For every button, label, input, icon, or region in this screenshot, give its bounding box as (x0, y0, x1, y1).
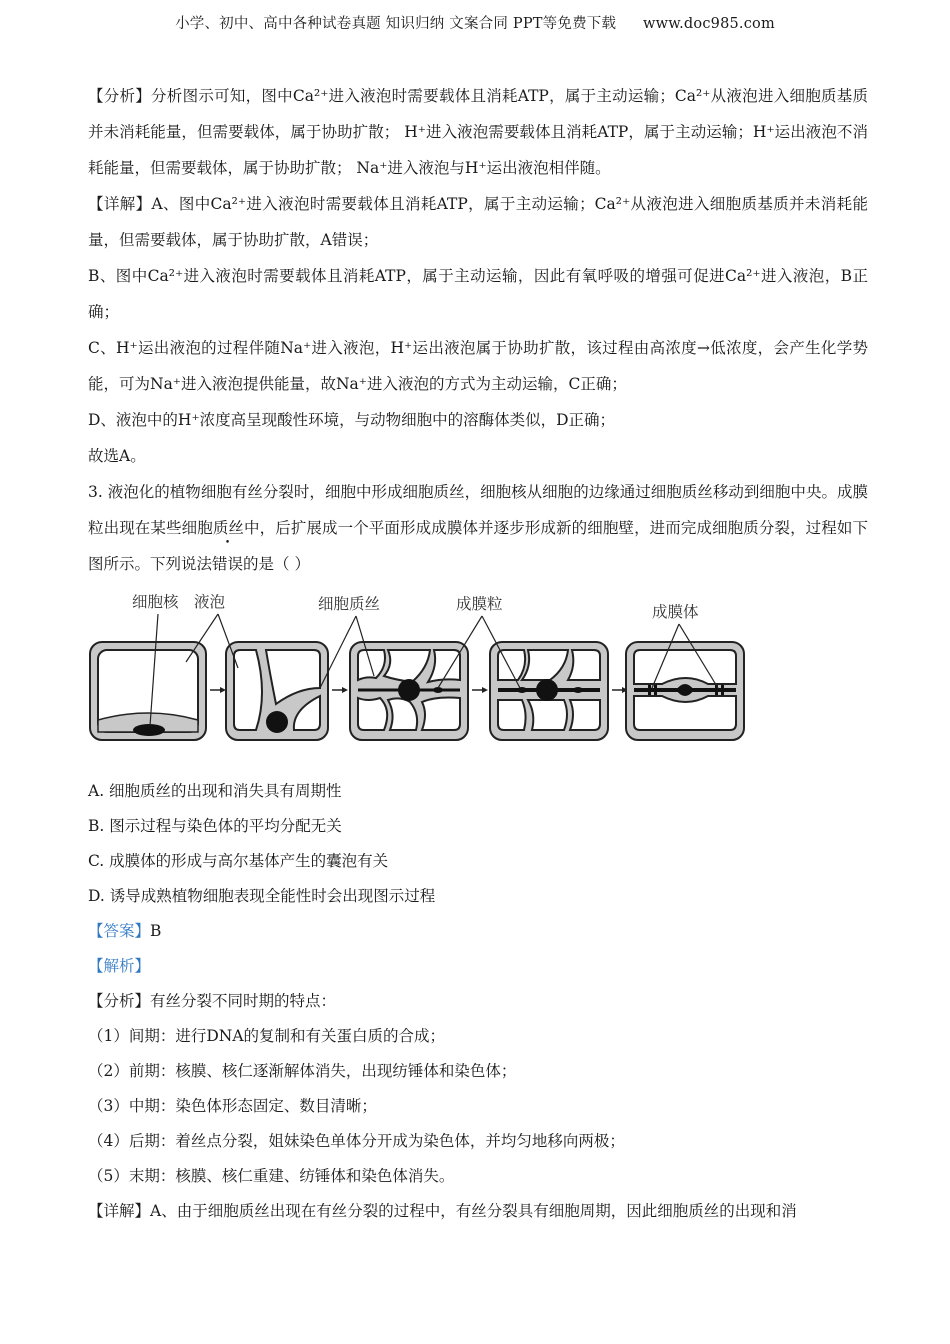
analysis-text: 分析图示可知，图中Ca²⁺进入液泡时需要载体且消耗ATP，属于主动运输；Ca²⁺从液泡进入细胞质基质并未消耗能量，但需要载体，属于协助扩散； H⁺进入液泡需要载体且消耗ATP，属于主动运输；H⁺运出液泡不消耗能量，但需要载体，属于协助扩散； Na⁺进入液泡与H⁺运出液泡相伴随。 (88, 87, 868, 177)
analysis-tag: 【分析】 (88, 87, 152, 105)
label-cytoplasmic-strands: 细胞质丝 (318, 595, 381, 613)
question-3-stem-after: 的是（ ） (243, 555, 310, 573)
phase-item: （2）前期：核膜、核仁逐渐解体消失，出现纺锤体和染色体； (88, 1062, 517, 1080)
answer-line (88, 914, 868, 949)
detail-paragraph-c: C、H⁺运出液泡的过程伴随Na⁺进入液泡，H⁺运出液泡属于协助扩散，该过程由高浓度→低浓度，会产生化学势能，可为Na⁺进入液泡提供能量，故Na⁺进入液泡的方式为主动运输，C正确； (88, 339, 868, 393)
analysis2-tag: 【分析】 (88, 992, 151, 1010)
analysis2-intro (88, 984, 868, 1019)
detail2-tag: 【详解】 (88, 1202, 151, 1220)
cell-stage-5 (626, 642, 744, 740)
question-3-stem-before: 3. 液泡化的植物细胞有丝分裂时，细胞中形成细胞质丝，细胞核从细胞的边缘通过细胞质丝移动到细胞中央。成膜粒出现在某些细胞质丝中，后扩展成一个平面形成成膜体并逐步形成新的细胞壁，进而完成细胞质分裂，过程如下图所示。下列说法 (88, 483, 868, 573)
cell-division-figure (88, 584, 868, 760)
option-a: A. 细胞质丝的出现和消失具有周期性 (88, 782, 342, 800)
document-body (88, 78, 868, 1229)
option-b: B. 图示过程与染色体的平均分配无关 (88, 817, 342, 835)
detail-a-text: A、图中Ca²⁺进入液泡时需要载体且消耗ATP，属于主动运输；Ca²⁺从液泡进入细胞质基质并未消耗能量，但需要载体，属于协助扩散，A错误； (88, 195, 868, 249)
detail-choose: 故选A。 (88, 447, 146, 465)
answer-tag: 【答案】 (88, 922, 151, 940)
option-c: C. 成膜体的形成与高尔基体产生的囊泡有关 (88, 852, 389, 870)
answer-value: B (150, 922, 162, 940)
analysis2-intro-text: 有丝分裂不同时期的特点： (150, 992, 337, 1010)
detail-tag: 【详解】 (88, 195, 152, 213)
phase-item: （4）后期：着丝点分裂，姐妹染色单体分开成为染色体，并均匀地移向两极； (88, 1132, 625, 1150)
question-3-stem (88, 474, 868, 582)
detail2-line (88, 1194, 868, 1229)
question-3-emphasis: 错误 (212, 555, 244, 573)
nucleus-3 (398, 679, 420, 701)
cell-stage-2 (226, 642, 328, 740)
detail2-text: A、由于细胞质丝出现在有丝分裂的过程中，有丝分裂具有细胞周期，因此细胞质丝的出现和消 (150, 1202, 797, 1220)
phase-item: （5）末期：核膜、核仁重建、纺锤体和染色体消失。 (88, 1167, 455, 1185)
cell-stage-1 (90, 642, 206, 740)
header-site-url: www.doc985.com (642, 16, 775, 32)
jiexi-tag: 【解析】 (88, 957, 151, 975)
nucleus-4 (536, 679, 558, 701)
phase-item: （3）中期：染色体形态固定、数目清晰； (88, 1097, 377, 1115)
phase-item: （1）间期：进行DNA的复制和有关蛋白质的合成； (88, 1027, 446, 1045)
label-vacuole: 液泡 (194, 593, 226, 611)
analysis-paragraph (88, 78, 868, 186)
option-d: D. 诱导成熟植物细胞表现全能性时会出现图示过程 (88, 887, 436, 905)
label-nucleus: 细胞核 (132, 593, 179, 611)
page-header (0, 12, 950, 33)
detail-paragraph-d: D、液泡中的H⁺浓度高呈现酸性环境，与动物细胞中的溶酶体类似，D正确； (88, 411, 616, 429)
nucleus-1 (133, 724, 165, 736)
label-phragmosome-granule: 成膜粒 (456, 595, 503, 613)
nucleus-2 (266, 711, 288, 733)
detail-paragraph-b: B、图中Ca²⁺进入液泡时需要载体且消耗ATP，属于主动运输，因此有氧呼吸的增强可促进Ca²⁺进入液泡，B正确； (88, 267, 868, 321)
detail-paragraph-a (88, 186, 868, 258)
label-phragmoplast: 成膜体 (652, 603, 699, 621)
cell-stage-4 (490, 642, 608, 740)
header-text: 小学、初中、高中各种试卷真题 知识归纳 文案合同 PPT等免费下载 (175, 16, 617, 32)
